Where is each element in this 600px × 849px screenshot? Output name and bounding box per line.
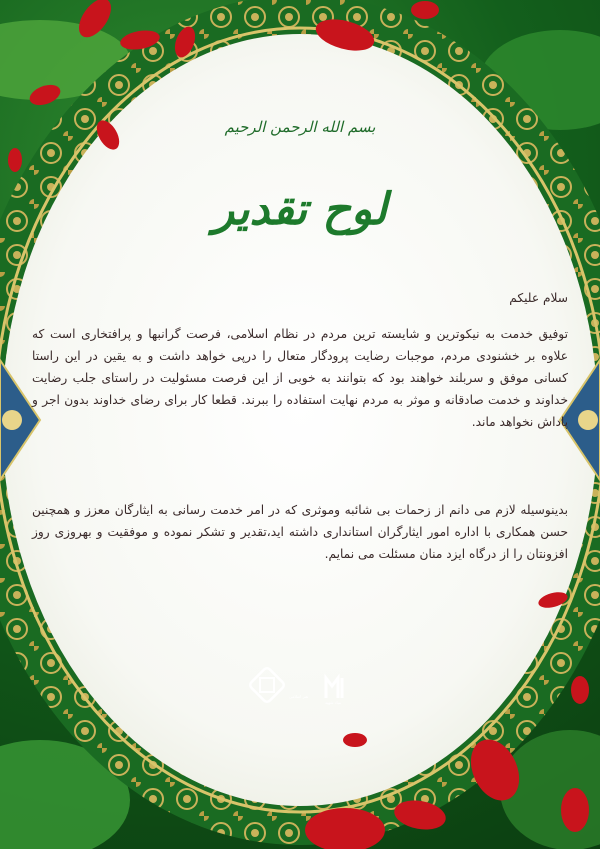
paragraph-2: بدینوسیله لازم می دانم از زحمات بی شائبه وموثری که در امر خدمت رسانی به ایثارگان معزز و همچنین حسن همکاری با اداره امور ایثارگران استانداری داشته اید،تقدیر و تشکر نموده و موفقیت و بهروزی روز افزونتان را از درگاه ایزد منان مسئلت می نمایم. [32,503,568,561]
paragraph-1: توفیق خدمت به نیکوترین و شایسته ترین مردم در نظام اسلامی، فرصت گرانبها و پرافتخاری است که علاوه بر خشنودی مردم، موجبات رضایت پرودگار متعال را درپی خواهد داشت و به یقین در این راستا کسانی موفق و سربلند خواهند بود که بتوانند به خوبی از این فرصت مسئولیت در راستای جلب رضایت خداوند و خدمت صادقانه و موثر به مردم نهایت استفاده را ببرند. قطعا کار برای رضای خداوند بدون اجر و پاداش نخواهد ماند. [32,327,568,429]
right-logo-label: بنیاد شهید [325,700,342,705]
left-logo-label: هنر اسلامی [289,694,309,699]
logos-group [248,666,358,712]
greeting-text: سلام علیکم [509,291,568,305]
bismillah-heading: بسم الله الرحمن الرحیم [224,118,376,136]
right-logo-icon [326,678,342,698]
page-title: لوح تقدیر [213,184,387,235]
left-logo-icon [249,667,286,704]
